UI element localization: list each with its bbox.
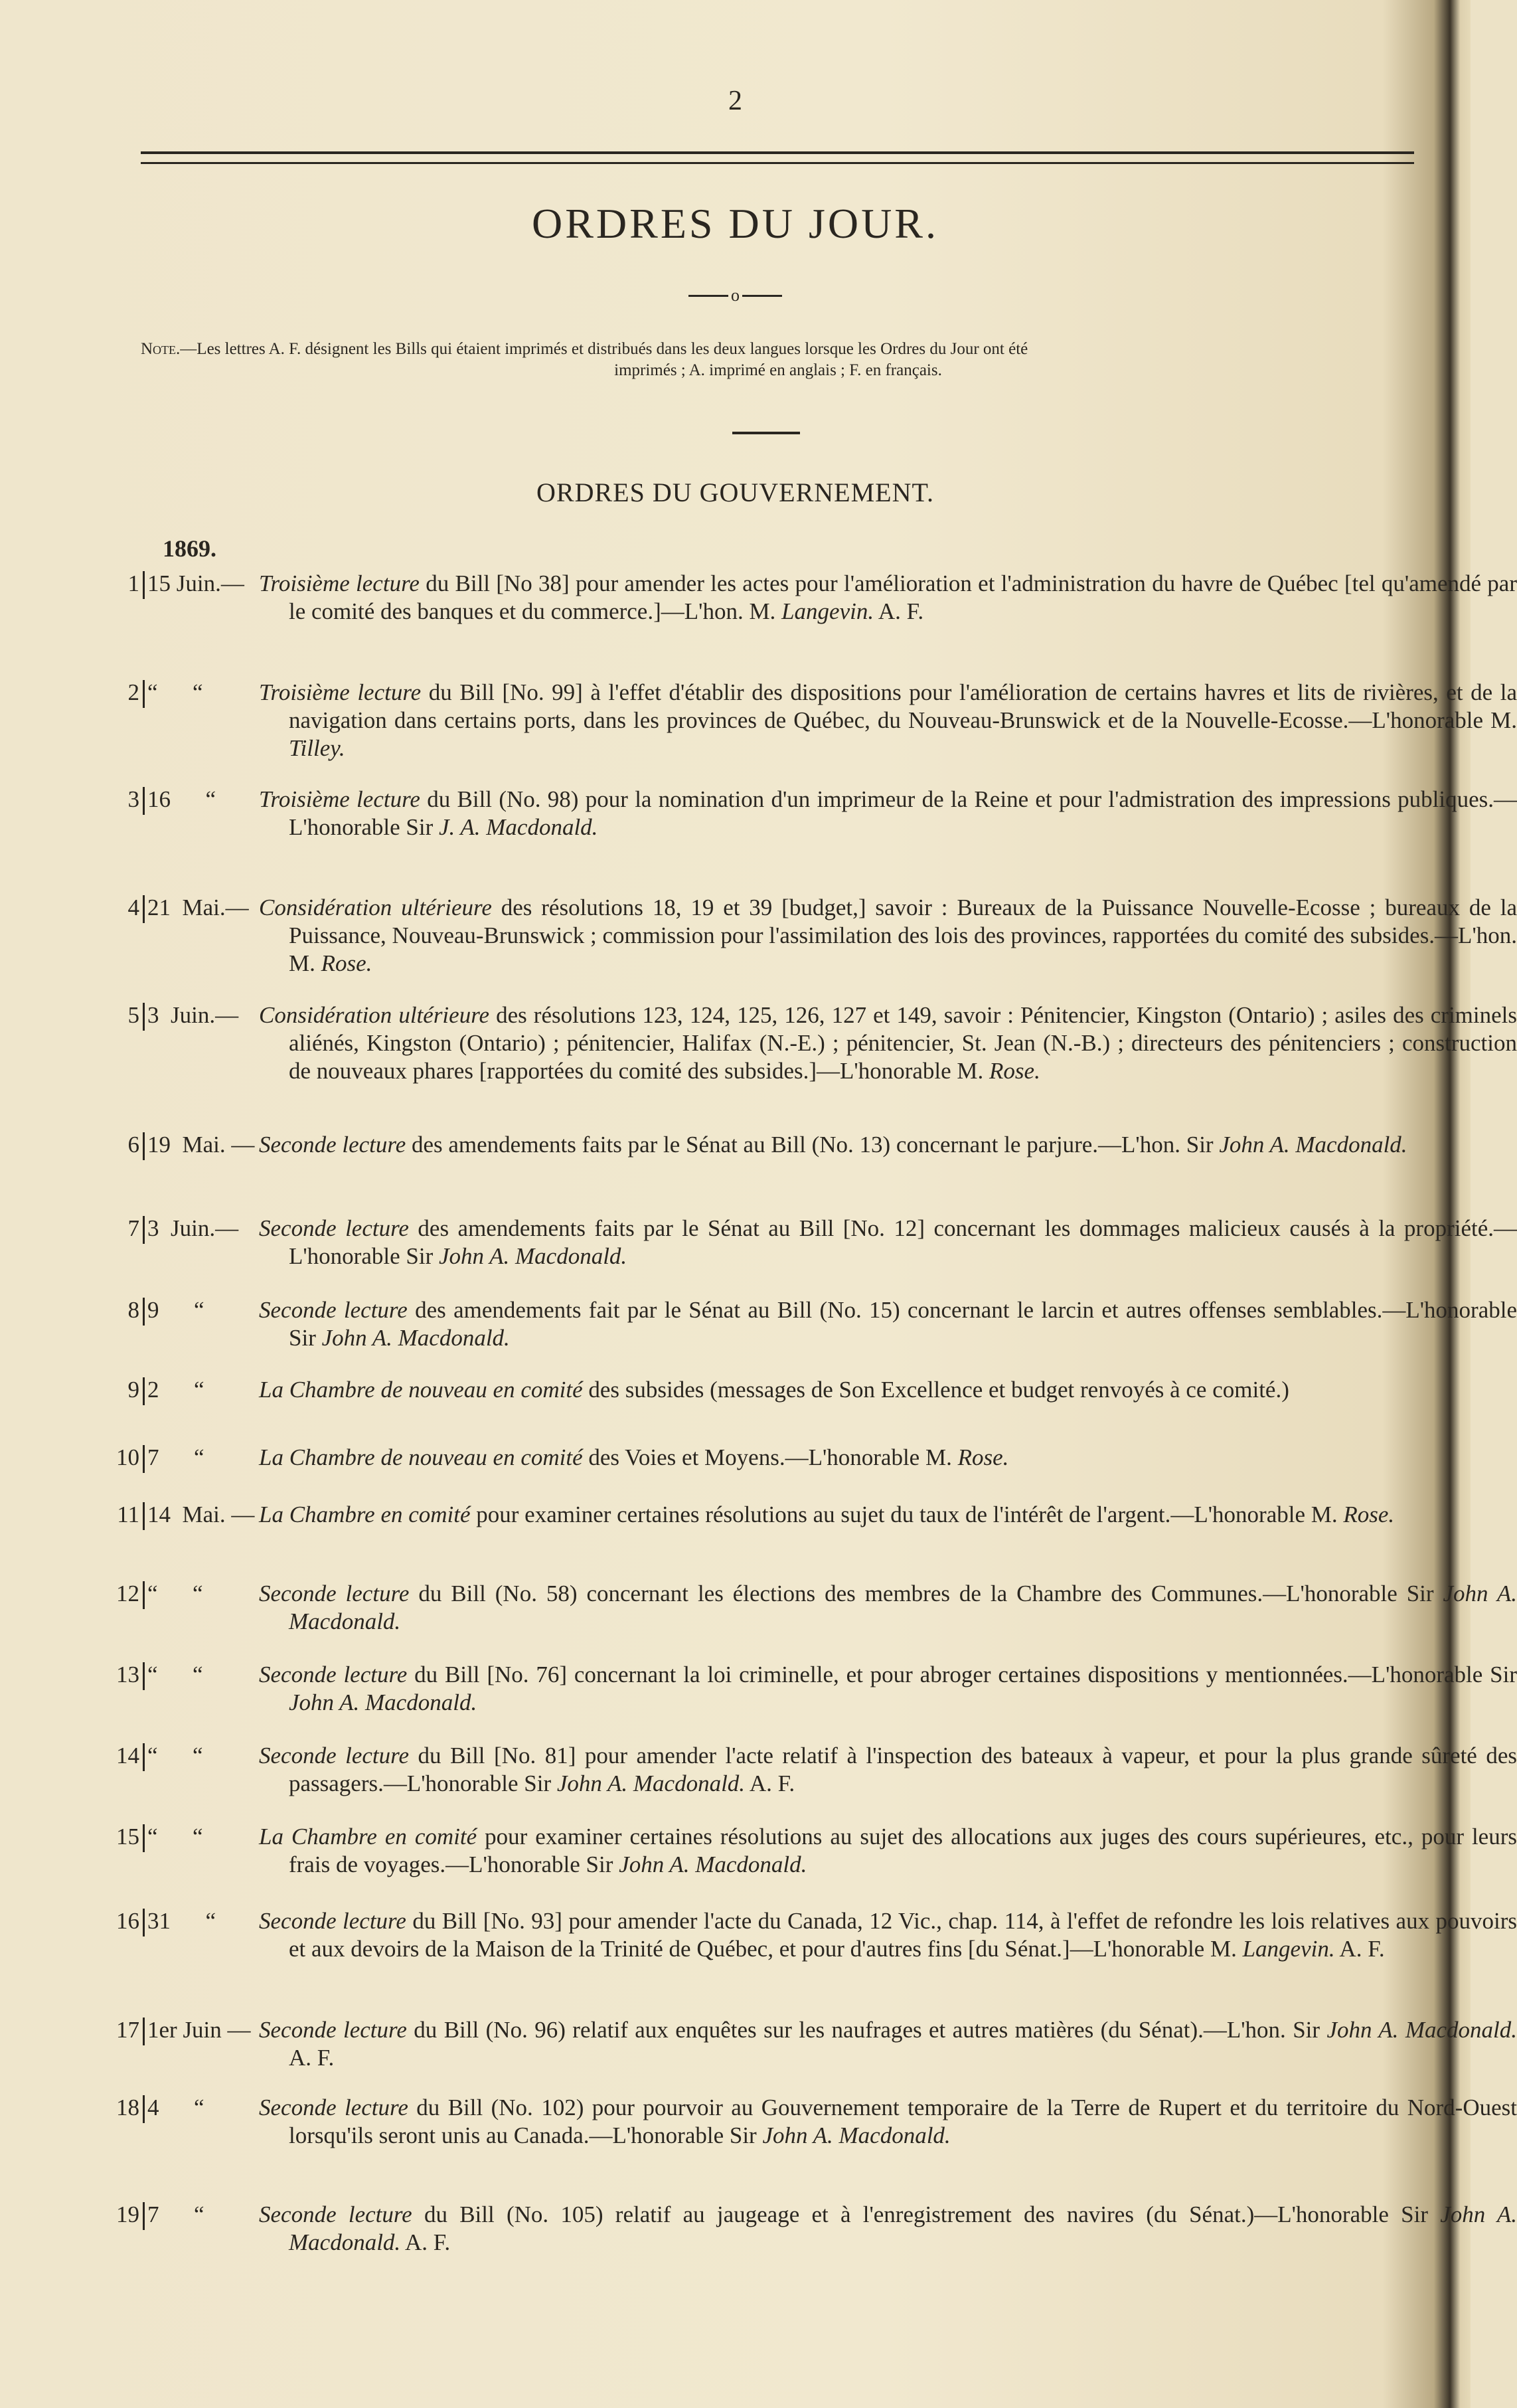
entry-number: 10 bbox=[116, 1444, 139, 1470]
entry-number: 15 bbox=[116, 1824, 139, 1849]
entry-text: des Voies et Moyens.—L'honorable M. bbox=[582, 1444, 958, 1470]
entry-rule bbox=[143, 787, 145, 815]
entry-motion: Seconde lecture bbox=[259, 1743, 409, 1768]
ornament-glyph: o bbox=[731, 286, 740, 305]
entry-motion: La Chambre de nouveau en comité bbox=[259, 1377, 583, 1403]
entry-date: “ “ bbox=[147, 1662, 203, 1687]
entry-member: John A. Macdonald. bbox=[289, 1581, 1517, 1634]
entry-motion: Seconde lecture bbox=[259, 1215, 409, 1241]
top-rule bbox=[141, 151, 1414, 154]
entry-date: 7 “ bbox=[147, 2201, 204, 2227]
entry-motion: La Chambre en comité bbox=[259, 1502, 471, 1527]
note-label: Note. bbox=[141, 340, 181, 358]
entry-body bbox=[259, 1001, 1517, 1085]
note-line-1: —Les lettres A. F. désignent les Bills qui étaient imprimés et distribués dans les deux langues lorsque les Ordres du Jour ont été bbox=[180, 340, 1028, 358]
entry-body bbox=[259, 1907, 1517, 1963]
entry-body bbox=[259, 1215, 1517, 1270]
entry-member: John A. Macdonald. bbox=[556, 1770, 746, 1796]
entry-member: Rose. bbox=[989, 1058, 1040, 1084]
entry-body bbox=[259, 570, 1517, 626]
entry-number: 3 bbox=[127, 786, 139, 812]
entry-date: 7 “ bbox=[147, 1444, 204, 1470]
entry-date: 1er Juin — bbox=[147, 2017, 251, 2043]
entry-text: des amendements fait par le Sénat au Bill (No. 15) concernant le larcin et autres offenses semblables.—L'honorable Sir bbox=[289, 1297, 1517, 1351]
entry-member: John A. Macdonald. bbox=[1219, 1132, 1407, 1158]
ornament-divider bbox=[0, 284, 1471, 305]
entry-rule bbox=[143, 1909, 145, 1936]
entry-text: du Bill [No. 99] à l'effet d'établir des dispositions pour l'amélioration de certains havres et lits de rivières, et de la navigation dans certains ports, dans les provinces de Québec, du Nouveau-Brunswick et de la Nouvelle-Ecosse.—L'honorable M. bbox=[289, 679, 1517, 733]
entry-number: 14 bbox=[116, 1743, 139, 1768]
entry-text: des résolutions 18, 19 et 39 [budget,] savoir : Bureaux de la Puissance Nouvelle-Ecosse ; bureaux de la Puissance, Nouveau-Brunswick ; commission pour l'assimilation des lois des provinces, rapportées du comité des subsides.—L'hon. M. bbox=[289, 895, 1517, 976]
entry-body bbox=[259, 1376, 1517, 1404]
entry-body bbox=[259, 1501, 1517, 1529]
entry-body bbox=[259, 1823, 1517, 1879]
entry-rule bbox=[143, 1377, 145, 1405]
entry-number: 7 bbox=[127, 1215, 139, 1241]
entry-text: du Bill (No. 58) concernant les élections des membres de la Chambre des Communes.—L'honorable Sir bbox=[409, 1581, 1443, 1606]
entry-motion: Troisième lecture bbox=[259, 786, 420, 812]
entry-body bbox=[259, 1296, 1517, 1352]
entry-member: Tilley. bbox=[289, 735, 345, 761]
entry-text: des subsides (messages de Son Excellence et budget renvoyés à ce comité.) bbox=[582, 1377, 1289, 1403]
entry-body bbox=[259, 786, 1517, 841]
entry-date: 9 “ bbox=[147, 1297, 204, 1323]
section-heading: ORDRES DU GOUVERNEMENT. bbox=[536, 477, 934, 507]
entry-motion: Considération ultérieure bbox=[259, 1002, 490, 1028]
entry-member: Rose. bbox=[321, 950, 372, 976]
entry-body bbox=[259, 1580, 1517, 1636]
entry-number: 1 bbox=[127, 570, 139, 596]
note-paragraph bbox=[141, 339, 1415, 381]
entry-text: pour examiner certaines résolutions au sujet des allocations aux juges des cours supérieures, etc., pour leurs frais de voyages.—L'honorable Sir bbox=[289, 1824, 1517, 1877]
entry-body bbox=[259, 679, 1517, 762]
entry-motion: Seconde lecture bbox=[259, 1662, 408, 1687]
entry-text: du Bill (No. 98) pour la nomination d'un imprimeur de la Reine et pour l'admistration des impressions publiques.—L'honorable Sir bbox=[289, 786, 1517, 840]
entry-language-marker: A. F. bbox=[400, 2229, 451, 2255]
entry-rule bbox=[143, 1216, 145, 1244]
entry-date: 19 Mai. — bbox=[147, 1132, 255, 1158]
entry-body bbox=[259, 2016, 1517, 2072]
entry-member: John A. Macdonald. bbox=[289, 2201, 1517, 2255]
entry-number: 4 bbox=[127, 895, 139, 920]
entry-motion: Seconde lecture bbox=[259, 1132, 406, 1158]
entry-language-marker: A. F. bbox=[1334, 1936, 1385, 1962]
entry-date: “ “ bbox=[147, 679, 203, 705]
entry-date: 2 “ bbox=[147, 1377, 204, 1403]
page-title: ORDRES DU JOUR. bbox=[532, 200, 939, 247]
entry-motion: Troisième lecture bbox=[259, 570, 420, 596]
entry-number: 9 bbox=[127, 1377, 139, 1403]
entry-motion: La Chambre de nouveau en comité bbox=[259, 1444, 583, 1470]
entry-rule bbox=[143, 2202, 145, 2230]
entry-motion: Considération ultérieure bbox=[259, 895, 492, 920]
section-divider bbox=[732, 432, 800, 434]
entry-number: 2 bbox=[127, 679, 139, 705]
entry-member: John A. Macdonald. bbox=[321, 1325, 510, 1351]
entry-rule bbox=[143, 1298, 145, 1326]
entry-body bbox=[259, 2201, 1517, 2257]
entry-number: 12 bbox=[116, 1581, 139, 1606]
entry-motion: Seconde lecture bbox=[259, 1297, 408, 1323]
entry-date: “ “ bbox=[147, 1743, 203, 1768]
entry-language-marker: A. F. bbox=[289, 2045, 335, 2071]
entry-member: John A. Macdonald. bbox=[438, 1243, 627, 1269]
entry-member: John A. Macdonald. bbox=[1326, 2017, 1517, 2043]
entry-member: Rose. bbox=[1343, 1502, 1395, 1527]
entry-date: 3 Juin.— bbox=[147, 1002, 239, 1028]
entry-text: des amendements faits par le Sénat au Bill (No. 13) concernant le parjure.—L'hon. Sir bbox=[406, 1132, 1220, 1158]
entry-rule bbox=[143, 1662, 145, 1690]
entry-rule bbox=[143, 1743, 145, 1771]
entry-body bbox=[259, 1661, 1517, 1717]
entry-text: des amendements faits par le Sénat au Bill [No. 12] concernant les dommages malicieux causés à la propriété.—L'honorable Sir bbox=[289, 1215, 1517, 1269]
entry-number: 19 bbox=[116, 2201, 139, 2227]
entry-rule bbox=[143, 2018, 145, 2045]
entry-rule bbox=[143, 1581, 145, 1609]
entry-text: du Bill [No. 93] pour amender l'acte du Canada, 12 Vic., chap. 114, à l'effet de refondre les lois relatives aux pouvoirs et aux devoirs de la Maison de la Trinité de Québec, et pour d'autres fins [du Sénat.]—L'honorable M. bbox=[289, 1908, 1517, 1962]
entry-language-marker: A. F. bbox=[874, 598, 924, 624]
entry-number: 13 bbox=[116, 1662, 139, 1687]
entry-text: du Bill (No. 102) pour pourvoir au Gouvernement temporaire de la Terre de Rupert et du territoire du Nord-Ouest lorsqu'ils seront unis au Canada.—L'honorable Sir bbox=[289, 2095, 1517, 2148]
entry-body bbox=[259, 2094, 1517, 2150]
entry-rule bbox=[143, 680, 145, 708]
entry-rule bbox=[143, 895, 145, 923]
year-label: 1869. bbox=[163, 535, 216, 562]
entry-text: du Bill (No. 105) relatif au jaugeage et à l'enregistrement des navires (du Sénat.)—L'honorable Sir bbox=[412, 2201, 1441, 2227]
entry-number: 17 bbox=[116, 2017, 139, 2043]
entry-number: 6 bbox=[127, 1132, 139, 1158]
entry-number: 11 bbox=[117, 1502, 139, 1527]
entry-date: 21 Mai.— bbox=[147, 895, 249, 920]
entry-number: 8 bbox=[127, 1297, 139, 1323]
entry-motion: Seconde lecture bbox=[259, 1581, 410, 1606]
entry-date: “ “ bbox=[147, 1581, 203, 1606]
entry-motion: Seconde lecture bbox=[259, 2201, 412, 2227]
entry-member: Rose. bbox=[957, 1444, 1009, 1470]
entry-member: J. A. Macdonald. bbox=[438, 814, 598, 840]
entry-rule bbox=[143, 1445, 145, 1473]
entry-number: 5 bbox=[127, 1002, 139, 1028]
note-line-2: imprimés ; A. imprimé en anglais ; F. en français. bbox=[614, 361, 942, 379]
entry-date: “ “ bbox=[147, 1824, 203, 1849]
entry-member: John A. Macdonald. bbox=[289, 1689, 477, 1715]
entry-number: 18 bbox=[116, 2095, 139, 2120]
entry-text: du Bill (No. 96) relatif aux enquêtes sur les naufrages et autres matières (du Sénat).—L'hon. Sir bbox=[406, 2017, 1327, 2043]
entry-body bbox=[259, 1444, 1517, 1472]
entry-motion: Seconde lecture bbox=[259, 2095, 408, 2120]
entry-body bbox=[259, 894, 1517, 978]
entry-rule bbox=[143, 1132, 145, 1160]
entry-date: 14 Mai. — bbox=[147, 1502, 255, 1527]
entry-rule bbox=[143, 1502, 145, 1530]
entry-date: 4 “ bbox=[147, 2095, 204, 2120]
entry-number: 16 bbox=[116, 1908, 139, 1934]
entry-member: John A. Macdonald. bbox=[762, 2122, 951, 2148]
entry-member: Langevin. bbox=[781, 598, 874, 624]
entry-rule bbox=[143, 2095, 145, 2123]
entry-body bbox=[259, 1131, 1517, 1159]
entry-language-marker: A. F. bbox=[745, 1770, 795, 1796]
entry-motion: Seconde lecture bbox=[259, 2017, 407, 2043]
entry-rule bbox=[143, 1824, 145, 1852]
entry-member: John A. Macdonald. bbox=[619, 1851, 807, 1877]
entry-rule bbox=[143, 1003, 145, 1031]
entry-date: 15 Juin.— bbox=[147, 570, 244, 596]
entry-text: du Bill [No 38] pour amender les actes pour l'amélioration et l'administration du havre de Québec [tel qu'amendé par le comité des banques et du commerce.]—L'hon. M. bbox=[289, 570, 1517, 624]
entry-text: du Bill [No. 81] pour amender l'acte relatif à l'inspection des bateaux à vapeur, et pour la plus grande sûreté des passagers.—L'honorable Sir bbox=[289, 1743, 1517, 1796]
entry-motion: Troisième lecture bbox=[259, 679, 422, 705]
entry-date: 31 “ bbox=[147, 1908, 216, 1934]
entry-motion: Seconde lecture bbox=[259, 1908, 406, 1934]
entry-text: pour examiner certaines résolutions au sujet du taux de l'intérêt de l'argent.—L'honorable M. bbox=[470, 1502, 1344, 1527]
entry-text: des résolutions 123, 124, 125, 126, 127 et 149, savoir : Pénitencier, Kingston (Ontario) ; asiles des criminels aliénés, Kingston (Ontario) ; pénitencier, Halifax (N.-E.) ; pénitencier, St. Jean (N.-B.) ; directeurs des pénitenciers ; construction de nouveaux phares [rapportées du comité des subsides.]—L'honorable M. bbox=[289, 1002, 1517, 1084]
page-number: 2 bbox=[728, 86, 742, 116]
entry-motion: La Chambre en comité bbox=[259, 1824, 477, 1849]
entry-date: 16 “ bbox=[147, 786, 216, 812]
entry-text: du Bill [No. 76] concernant la loi criminelle, et pour abroger certaines dispositions y mentionnées.—L'honorable Sir bbox=[407, 1662, 1517, 1687]
entry-body bbox=[259, 1742, 1517, 1798]
top-rule-secondary bbox=[141, 162, 1414, 164]
entry-date: 3 Juin.— bbox=[147, 1215, 239, 1241]
entry-member: Langevin. bbox=[1242, 1936, 1335, 1962]
entry-rule bbox=[143, 571, 145, 599]
